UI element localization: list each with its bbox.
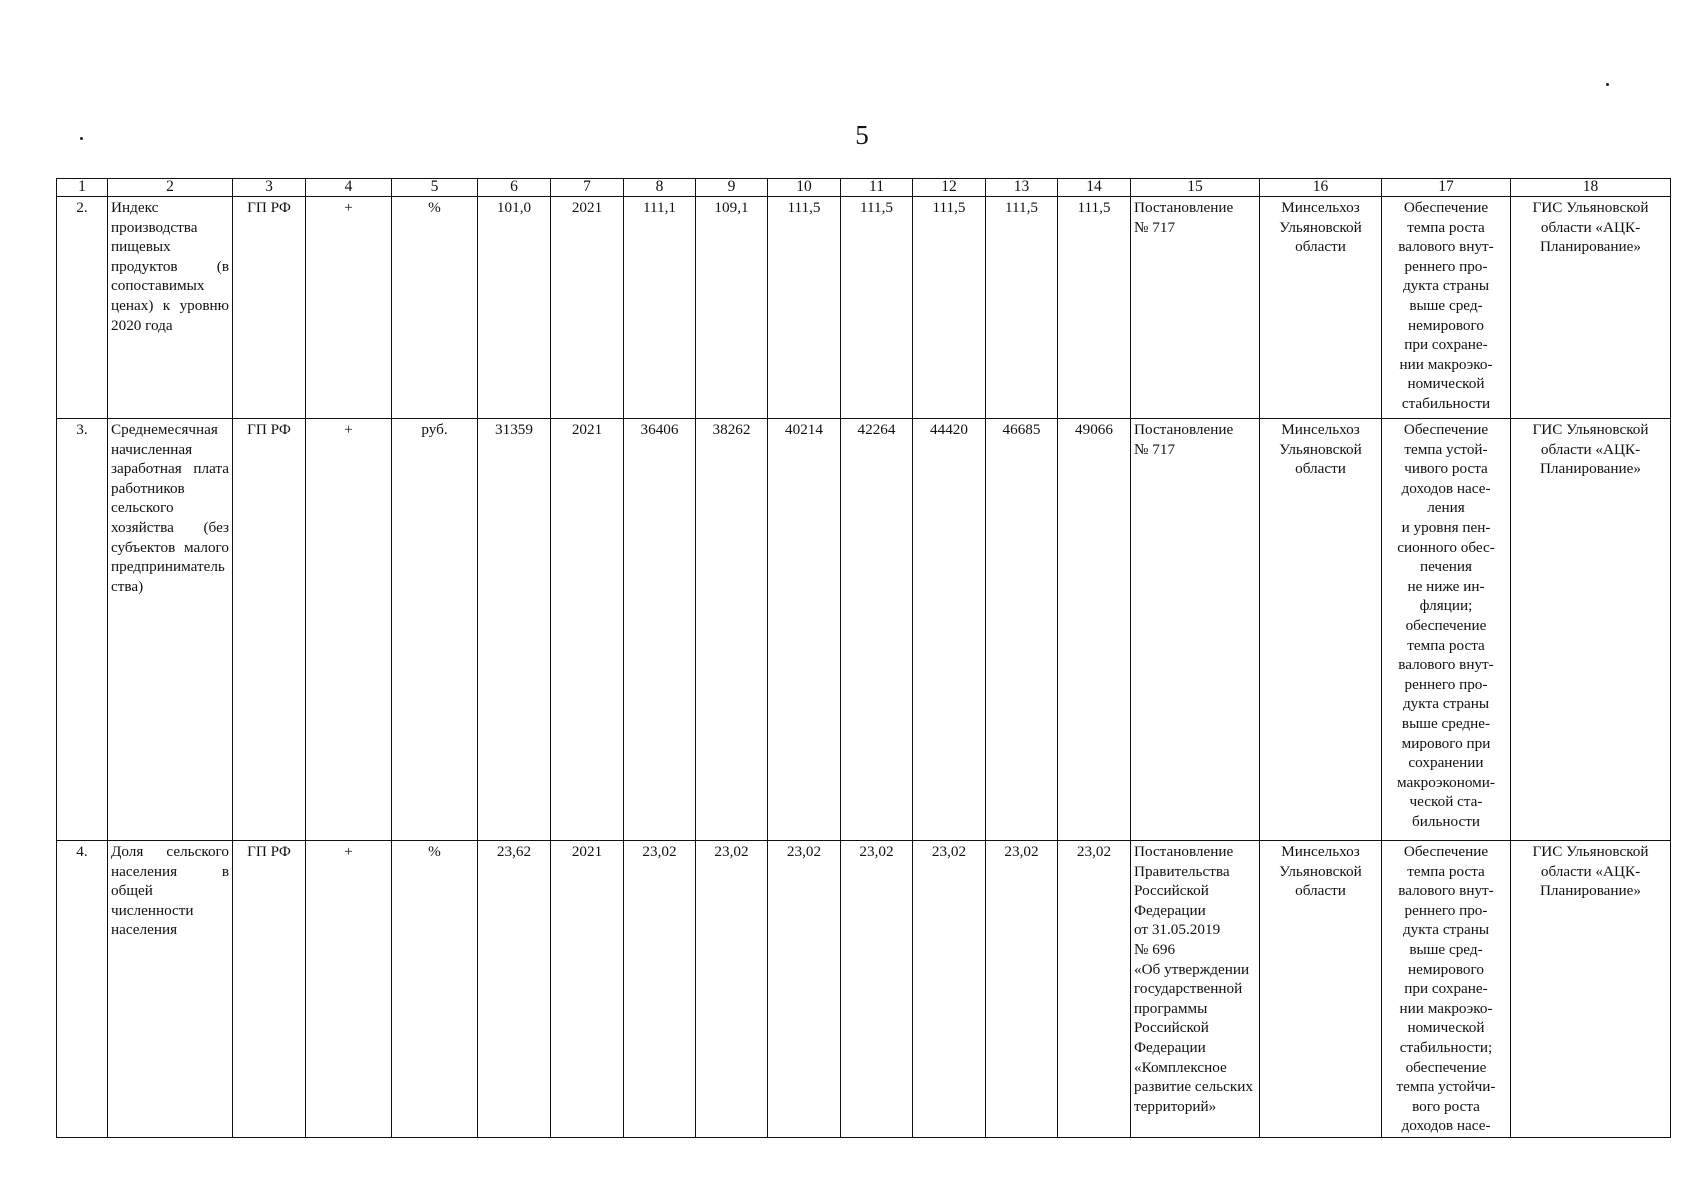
indicator-type: ГП РФ (233, 419, 306, 841)
value-cell: 111,5 (841, 197, 913, 419)
value-cell: 111,5 (768, 197, 841, 419)
information-system: ГИС Ульяновской области «АЦК- Планирование» (1511, 197, 1671, 419)
value-cell: 49066 (1058, 419, 1131, 841)
indicator-name: Индекс производства пищевых продуктов (в сопоставимых ценах) к уровню 2020 года (108, 197, 233, 419)
table-row (57, 419, 1671, 841)
column-header: 16 (1260, 179, 1382, 197)
information-system: ГИС Ульяновской области «АЦК- Планирование» (1511, 841, 1671, 1138)
table-row (57, 197, 1671, 419)
header-row (57, 179, 1671, 197)
table-row (57, 841, 1671, 1138)
column-header: 13 (986, 179, 1058, 197)
direction: + (306, 197, 392, 419)
value-cell: 36406 (624, 419, 696, 841)
value-cell: 109,1 (696, 197, 768, 419)
row-number: 3. (57, 419, 108, 841)
value-cell: 23,02 (696, 841, 768, 1138)
indicator-type: ГП РФ (233, 197, 306, 419)
unit: % (392, 197, 478, 419)
base-year: 2021 (551, 841, 624, 1138)
unit: руб. (392, 419, 478, 841)
document-reference: Постановление № 717 (1131, 197, 1260, 419)
column-header: 6 (478, 179, 551, 197)
indicator-type: ГП РФ (233, 841, 306, 1138)
value-cell: 40214 (768, 419, 841, 841)
base-value: 101,0 (478, 197, 551, 419)
column-header: 5 (392, 179, 478, 197)
column-header: 17 (1382, 179, 1511, 197)
information-system: ГИС Ульяновской области «АЦК- Планирование» (1511, 419, 1671, 841)
value-cell: 111,1 (624, 197, 696, 419)
column-header: 4 (306, 179, 392, 197)
column-header: 3 (233, 179, 306, 197)
base-year: 2021 (551, 197, 624, 419)
page-number: 5 (855, 120, 869, 150)
column-header: 1 (57, 179, 108, 197)
scan-speck (1606, 83, 1609, 86)
column-header: 12 (913, 179, 986, 197)
value-cell: 23,02 (768, 841, 841, 1138)
column-header: 14 (1058, 179, 1131, 197)
indicator-name: Среднемесячная начисленная заработная плата работников сельского хозяйства (без субъектов малого предпринимательства) (108, 419, 233, 841)
unit: % (392, 841, 478, 1138)
value-cell: 23,02 (841, 841, 913, 1138)
column-header: 11 (841, 179, 913, 197)
direction: + (306, 841, 392, 1138)
responsible-body: Минсельхоз Ульяновской области (1260, 197, 1382, 419)
direction: + (306, 419, 392, 841)
column-header: 8 (624, 179, 696, 197)
base-value: 31359 (478, 419, 551, 841)
scan-speck (80, 137, 83, 140)
base-year: 2021 (551, 419, 624, 841)
national-goal: Обеспечение темпа роста валового внут- реннего про- дукта страны выше сред- немирового при сохране- нии макроэко- номической стабильности (1382, 197, 1511, 419)
national-goal: Обеспечение темпа роста валового внут- реннего про- дукта страны выше сред- немирового при сохране- нии макроэко- номической стабильности; обеспечение темпа устойчи- вого роста доходов насе- (1382, 841, 1511, 1138)
row-number: 2. (57, 197, 108, 419)
value-cell: 23,02 (1058, 841, 1131, 1138)
national-goal: Обеспечение темпа устой- чивого роста доходов насе- ления и уровня пен- сионного обес- печения не ниже ин- фляции; обеспечение темпа роста валового внут- реннего про- дукта страны выше средне- мирового при сохранении макроэкономи- ческой ста- бильности (1382, 419, 1511, 841)
column-header: 15 (1131, 179, 1260, 197)
document-reference: Постановление Правительства Российской Федерации от 31.05.2019 № 696 «Об утверждении государственной программы Российской Федерации «Комплексное развитие сельских территорий» (1131, 841, 1260, 1138)
column-header: 7 (551, 179, 624, 197)
value-cell: 111,5 (986, 197, 1058, 419)
document-reference: Постановление № 717 (1131, 419, 1260, 841)
base-value: 23,62 (478, 841, 551, 1138)
value-cell: 23,02 (624, 841, 696, 1138)
value-cell: 46685 (986, 419, 1058, 841)
responsible-body: Минсельхоз Ульяновской области (1260, 419, 1382, 841)
indicators-table (56, 178, 1671, 1138)
responsible-body: Минсельхоз Ульяновской области (1260, 841, 1382, 1138)
value-cell: 42264 (841, 419, 913, 841)
value-cell: 23,02 (986, 841, 1058, 1138)
indicator-name: Доля сельского населения в общей численности населения (108, 841, 233, 1138)
value-cell: 111,5 (913, 197, 986, 419)
value-cell: 44420 (913, 419, 986, 841)
column-header: 18 (1511, 179, 1671, 197)
column-header: 9 (696, 179, 768, 197)
row-number: 4. (57, 841, 108, 1138)
value-cell: 111,5 (1058, 197, 1131, 419)
column-header: 10 (768, 179, 841, 197)
column-header: 2 (108, 179, 233, 197)
value-cell: 23,02 (913, 841, 986, 1138)
value-cell: 38262 (696, 419, 768, 841)
